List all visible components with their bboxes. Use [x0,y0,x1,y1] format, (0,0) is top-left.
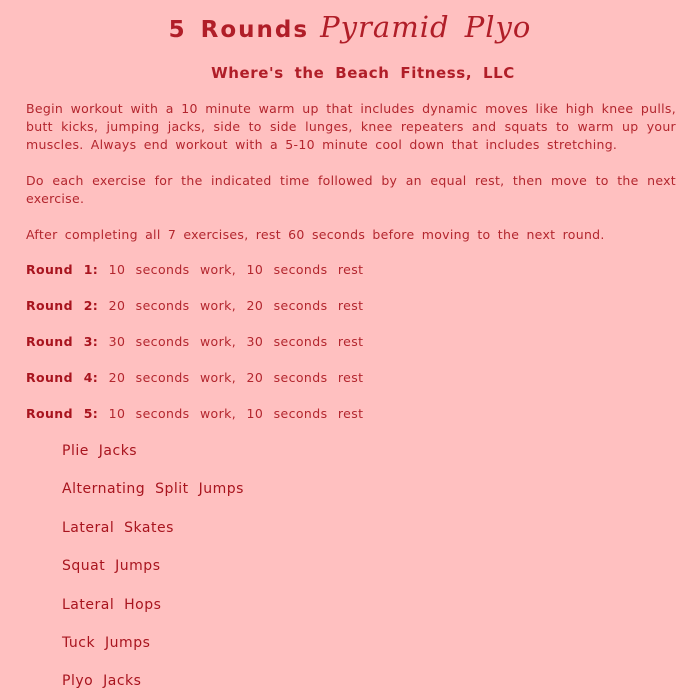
round-line [26,298,363,313]
rest-paragraph: After completing all 7 exercises, rest 60 seconds before moving to the next round. [26,227,605,242]
instructions-paragraph: Do each exercise for the indicated time followed by an equal rest, then move to the next exercise. [26,173,676,206]
round-line [26,406,363,421]
page-subtitle: Where's the Beach Fitness, LLC [211,64,515,82]
round-label: Round 3: [26,334,99,349]
exercise-item: Alternating Split Jumps [62,481,244,497]
round-detail: 20 seconds work, 20 seconds rest [108,298,364,313]
round-label: Round 2: [26,298,99,313]
warmup-paragraph: Begin workout with a 10 minute warm up that includes dynamic moves like high knee pulls, butt kicks, jumping jacks, side to side lunges, knee repeaters and squats to warm up your muscles. Always end workout with a 5-10 minute cool down that includes stretching. [26,101,676,152]
round-label: Round 5: [26,406,99,421]
title-script: Pyramid Plyo [320,10,532,44]
round-detail: 10 seconds work, 10 seconds rest [108,262,364,277]
round-detail: 20 seconds work, 20 seconds rest [108,370,364,385]
round-line [26,334,363,349]
page-title [0,10,700,44]
exercise-item: Plyo Jacks [62,673,142,689]
exercise-item: Lateral Skates [62,520,174,536]
round-label: Round 4: [26,370,99,385]
exercise-item: Lateral Hops [62,597,162,613]
round-label: Round 1: [26,262,99,277]
title-main: 5 Rounds [168,17,310,43]
exercise-item: Squat Jumps [62,558,161,574]
round-line [26,262,363,277]
exercise-item: Plie Jacks [62,443,138,459]
round-line [26,370,363,385]
round-detail: 30 seconds work, 30 seconds rest [108,334,364,349]
round-detail: 10 seconds work, 10 seconds rest [108,406,364,421]
exercise-item: Tuck Jumps [62,635,151,651]
